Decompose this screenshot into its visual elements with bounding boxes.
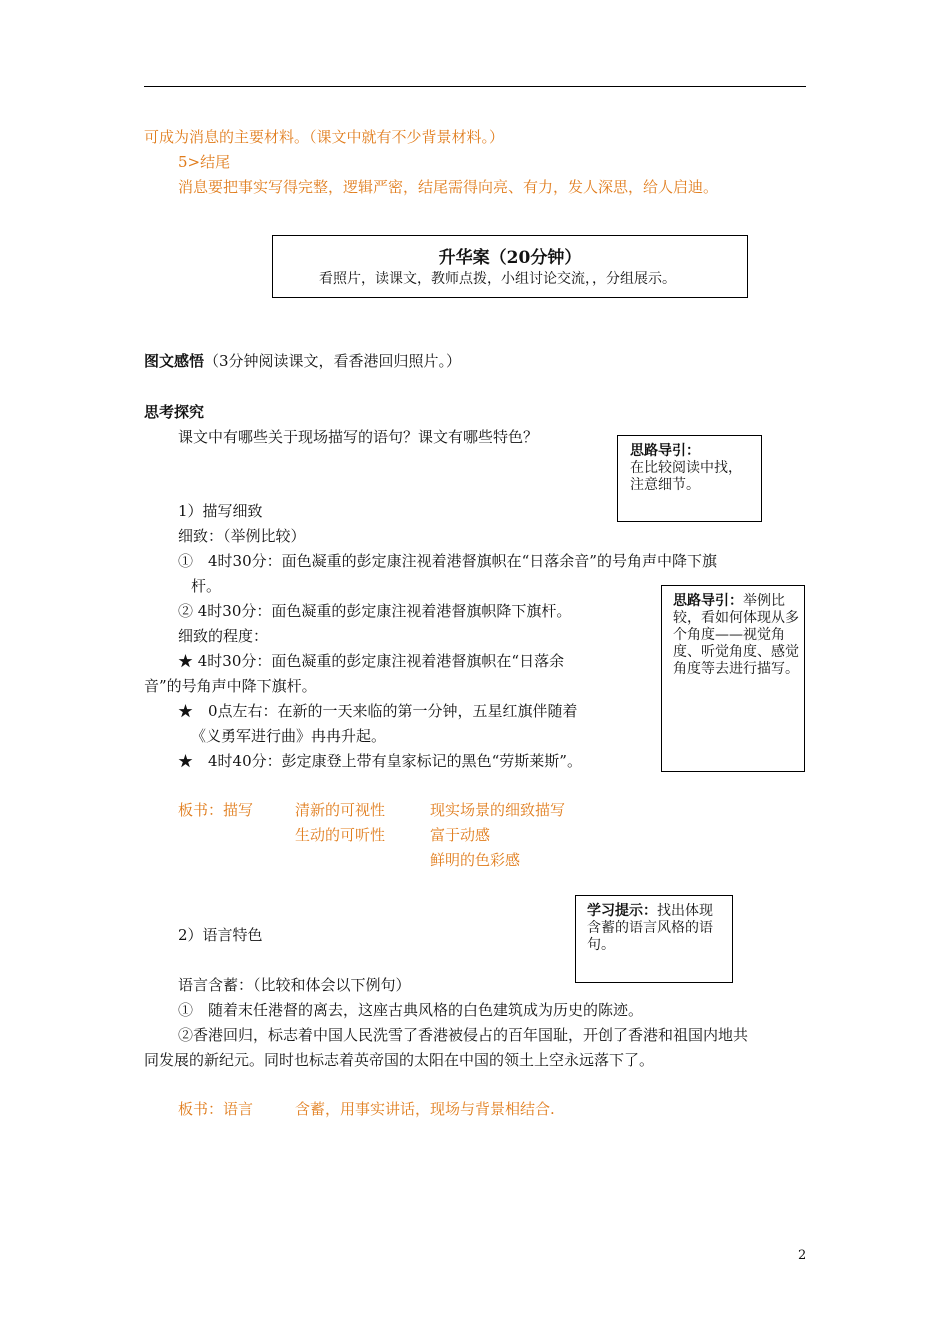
intro-line1: 可成为消息的主要材料。（课文中就有不少背景材料。）: [144, 128, 505, 146]
tip-box-1: [617, 435, 762, 522]
tip1-content: [630, 443, 755, 494]
tip2-content: [673, 593, 799, 678]
language-ex2b: 同发展的新纪元。同时也标志着英帝国的太阳在中国的领土上空永远落下了。: [144, 1051, 655, 1069]
language-sub: 语言含蓄：（比较和体会以下例句）: [178, 976, 411, 994]
tip2-title: 思路导引：: [673, 593, 743, 609]
detail-heading: 1）描写细致: [178, 502, 263, 520]
detail-item1b: 杆。: [191, 577, 222, 595]
image-text-desc: （3分钟阅读课文，看香港回归照片。）: [204, 352, 462, 370]
detail-item1a: ① 4时30分：面色凝重的彭定康注视着港督旗帜在“日落余音”的号角声中降下旗: [178, 552, 717, 570]
language-ex2a: ②香港回归，标志着中国人民洗雪了香港被侵占的百年国耻，开创了香港和祖国内地共: [178, 1026, 749, 1044]
header-rule: [144, 86, 806, 87]
page-number: 2: [798, 1248, 807, 1263]
detail-sub1: 细致：（举例比较）: [178, 527, 306, 545]
detail-star2a: ★ 0点左右：在新的一天来临的第一分钟，五星红旗伴随着: [178, 702, 578, 720]
detail-star2b: 《义勇军进行曲》冉冉升起。: [191, 727, 387, 745]
board1-c3r1: 现实场景的细致描写: [430, 801, 566, 819]
sublimation-text: 看照片，读课文，教师点拨，小组讨论交流，，分组展示。: [319, 271, 676, 287]
sublimation-title: 升华案（20分钟）: [438, 248, 582, 268]
tip1-text: 在比较阅读中找，注意细节。: [630, 460, 742, 493]
board1-label: 板书：描写: [178, 801, 254, 819]
language-ex1: ① 随着末任港督的离去，这座古典风格的白色建筑成为历史的陈迹。: [178, 1001, 644, 1019]
intro-line2: 消息要把事实写得完整，逻辑严密，结尾需得向亮、有力，发人深思，给人启迪。: [178, 178, 719, 196]
think-heading: 思考探究: [144, 403, 205, 421]
tip-box-3: [575, 895, 733, 983]
board1-c2r2: 生动的可听性: [295, 826, 386, 844]
board2-label: 板书：语言: [178, 1100, 254, 1118]
board1-c3r2: 富于动感: [430, 826, 491, 844]
detail-star1b: 音”的号角声中降下旗杆。: [144, 677, 317, 695]
intro-heading5: 5>结尾: [178, 153, 231, 171]
tip-box-2: [661, 585, 805, 772]
board1-c3r3: 鲜明的色彩感: [430, 851, 521, 869]
sublimation-box: [272, 235, 748, 298]
image-text-line: [144, 351, 461, 371]
detail-sub2: 细致的程度：: [178, 627, 269, 645]
think-question: 课文中有哪些关于现场描写的语句？课文有哪些特色？: [178, 428, 539, 446]
detail-star3: ★ 4时40分：彭定康登上带有皇家标记的黑色“劳斯莱斯”。: [178, 752, 582, 770]
tip3-content: [587, 903, 725, 954]
detail-star1a: ★ 4时30分：面色凝重的彭定康注视着港督旗帜在“日落余: [178, 652, 565, 670]
tip1-title: 思路导引：: [630, 443, 700, 459]
tip2-text: 举例比较，看如何体现从多个角度——视觉角度、听觉角度、感觉角度等去进行描写。: [673, 593, 799, 677]
board1-c2r1: 清新的可视性: [295, 801, 386, 819]
language-heading: 2）语言特色: [178, 926, 263, 944]
image-text-label: 图文感悟: [144, 352, 205, 370]
tip3-title: 学习提示：: [587, 903, 657, 919]
board2-text: 含蓄，用事实讲话，现场与背景相结合.: [295, 1100, 555, 1118]
tip3-text: 找出体现含蓄的语言风格的语句。: [587, 903, 713, 953]
detail-item2: ② 4时30分：面色凝重的彭定康注视着港督旗帜降下旗杆。: [178, 602, 572, 620]
